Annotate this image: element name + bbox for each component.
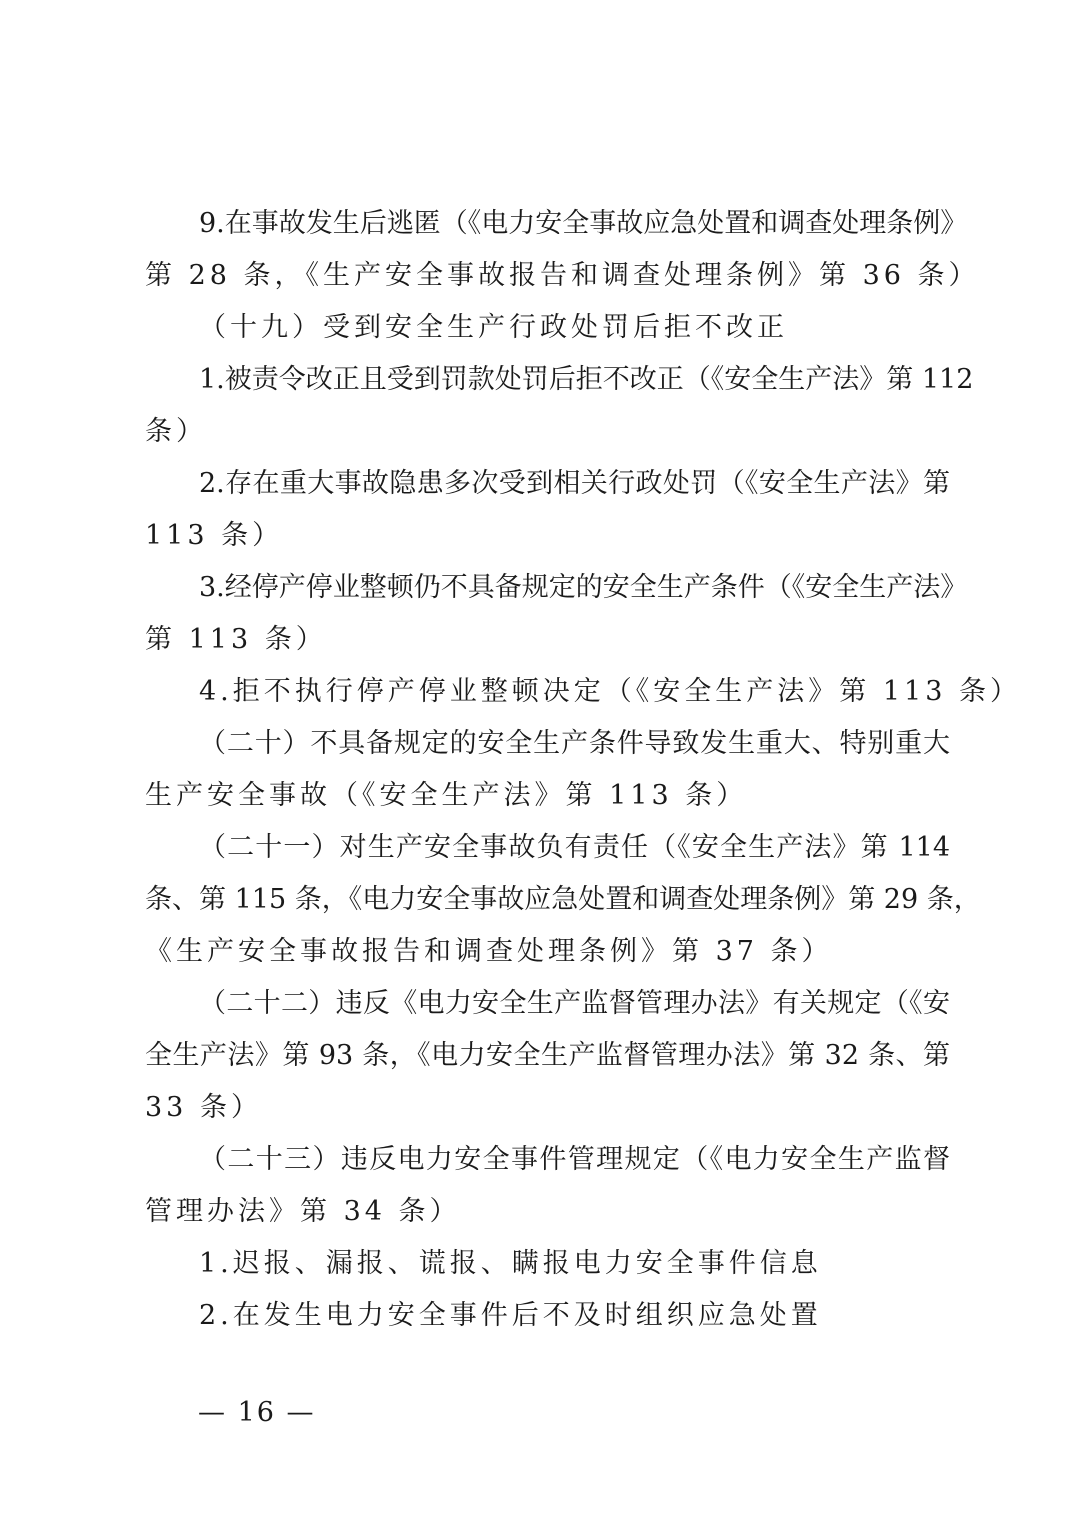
text-line: 1.迟报、漏报、谎报、瞒报电力安全事件信息 (199, 1248, 822, 1279)
section-heading: （二十一）对生产安全事故负有责任（《安全生产法》第 114 (199, 832, 950, 863)
section-heading: 生产安全事故（《安全生产法》第 113 条） (145, 780, 748, 811)
section-heading: （二十二）违反《电力安全生产监督管理办法》有关规定（《安 (199, 988, 950, 1019)
text-line: 4.拒不执行停产停业整顿决定（《安全生产法》第 113 条） (199, 676, 1021, 707)
text-line: 2.存在重大事故隐患多次受到相关行政处罚（《安全生产法》第 (199, 468, 950, 499)
text-line: 9.在事故发生后逃匿（《电力安全事故应急处置和调查处理条例》 (199, 208, 968, 239)
page-number: — 16 — (198, 1397, 316, 1428)
section-heading: （二十）不具备规定的安全生产条件导致发生重大、特别重大 (199, 728, 950, 759)
text-line: 2.在发生电力安全事件后不及时组织应急处置 (199, 1300, 822, 1331)
text-line: 条、第 115 条，《电力安全事故应急处置和调查处理条例》第 29 条， (145, 884, 981, 915)
section-heading: （十九）受到安全生产行政处罚后拒不改正 (199, 312, 788, 343)
text-line: 《生产安全事故报告和调查处理条例》第 37 条） (145, 936, 833, 967)
text-line: 113 条） (145, 520, 284, 551)
section-heading: （二十三）违反电力安全事件管理规定（《电力安全生产监督 (199, 1144, 950, 1175)
text-line: 3.经停产停业整顿仍不具备规定的安全生产条件（《安全生产法》 (199, 572, 968, 603)
text-line: 第 28 条，《生产安全事故报告和调查处理条例》第 36 条） (145, 260, 980, 291)
text-line: 第 113 条） (145, 624, 327, 655)
text-line: 全生产法》第 93 条，《电力安全生产监督管理办法》第 32 条、第 (145, 1040, 950, 1071)
text-line: 33 条） (145, 1092, 262, 1123)
text-line: 1.被责令改正且受到罚款处罚后拒不改正（《安全生产法》第 112 (199, 364, 974, 395)
section-heading: 管理办法》第 34 条） (145, 1196, 461, 1227)
text-line: 条） (145, 416, 207, 447)
